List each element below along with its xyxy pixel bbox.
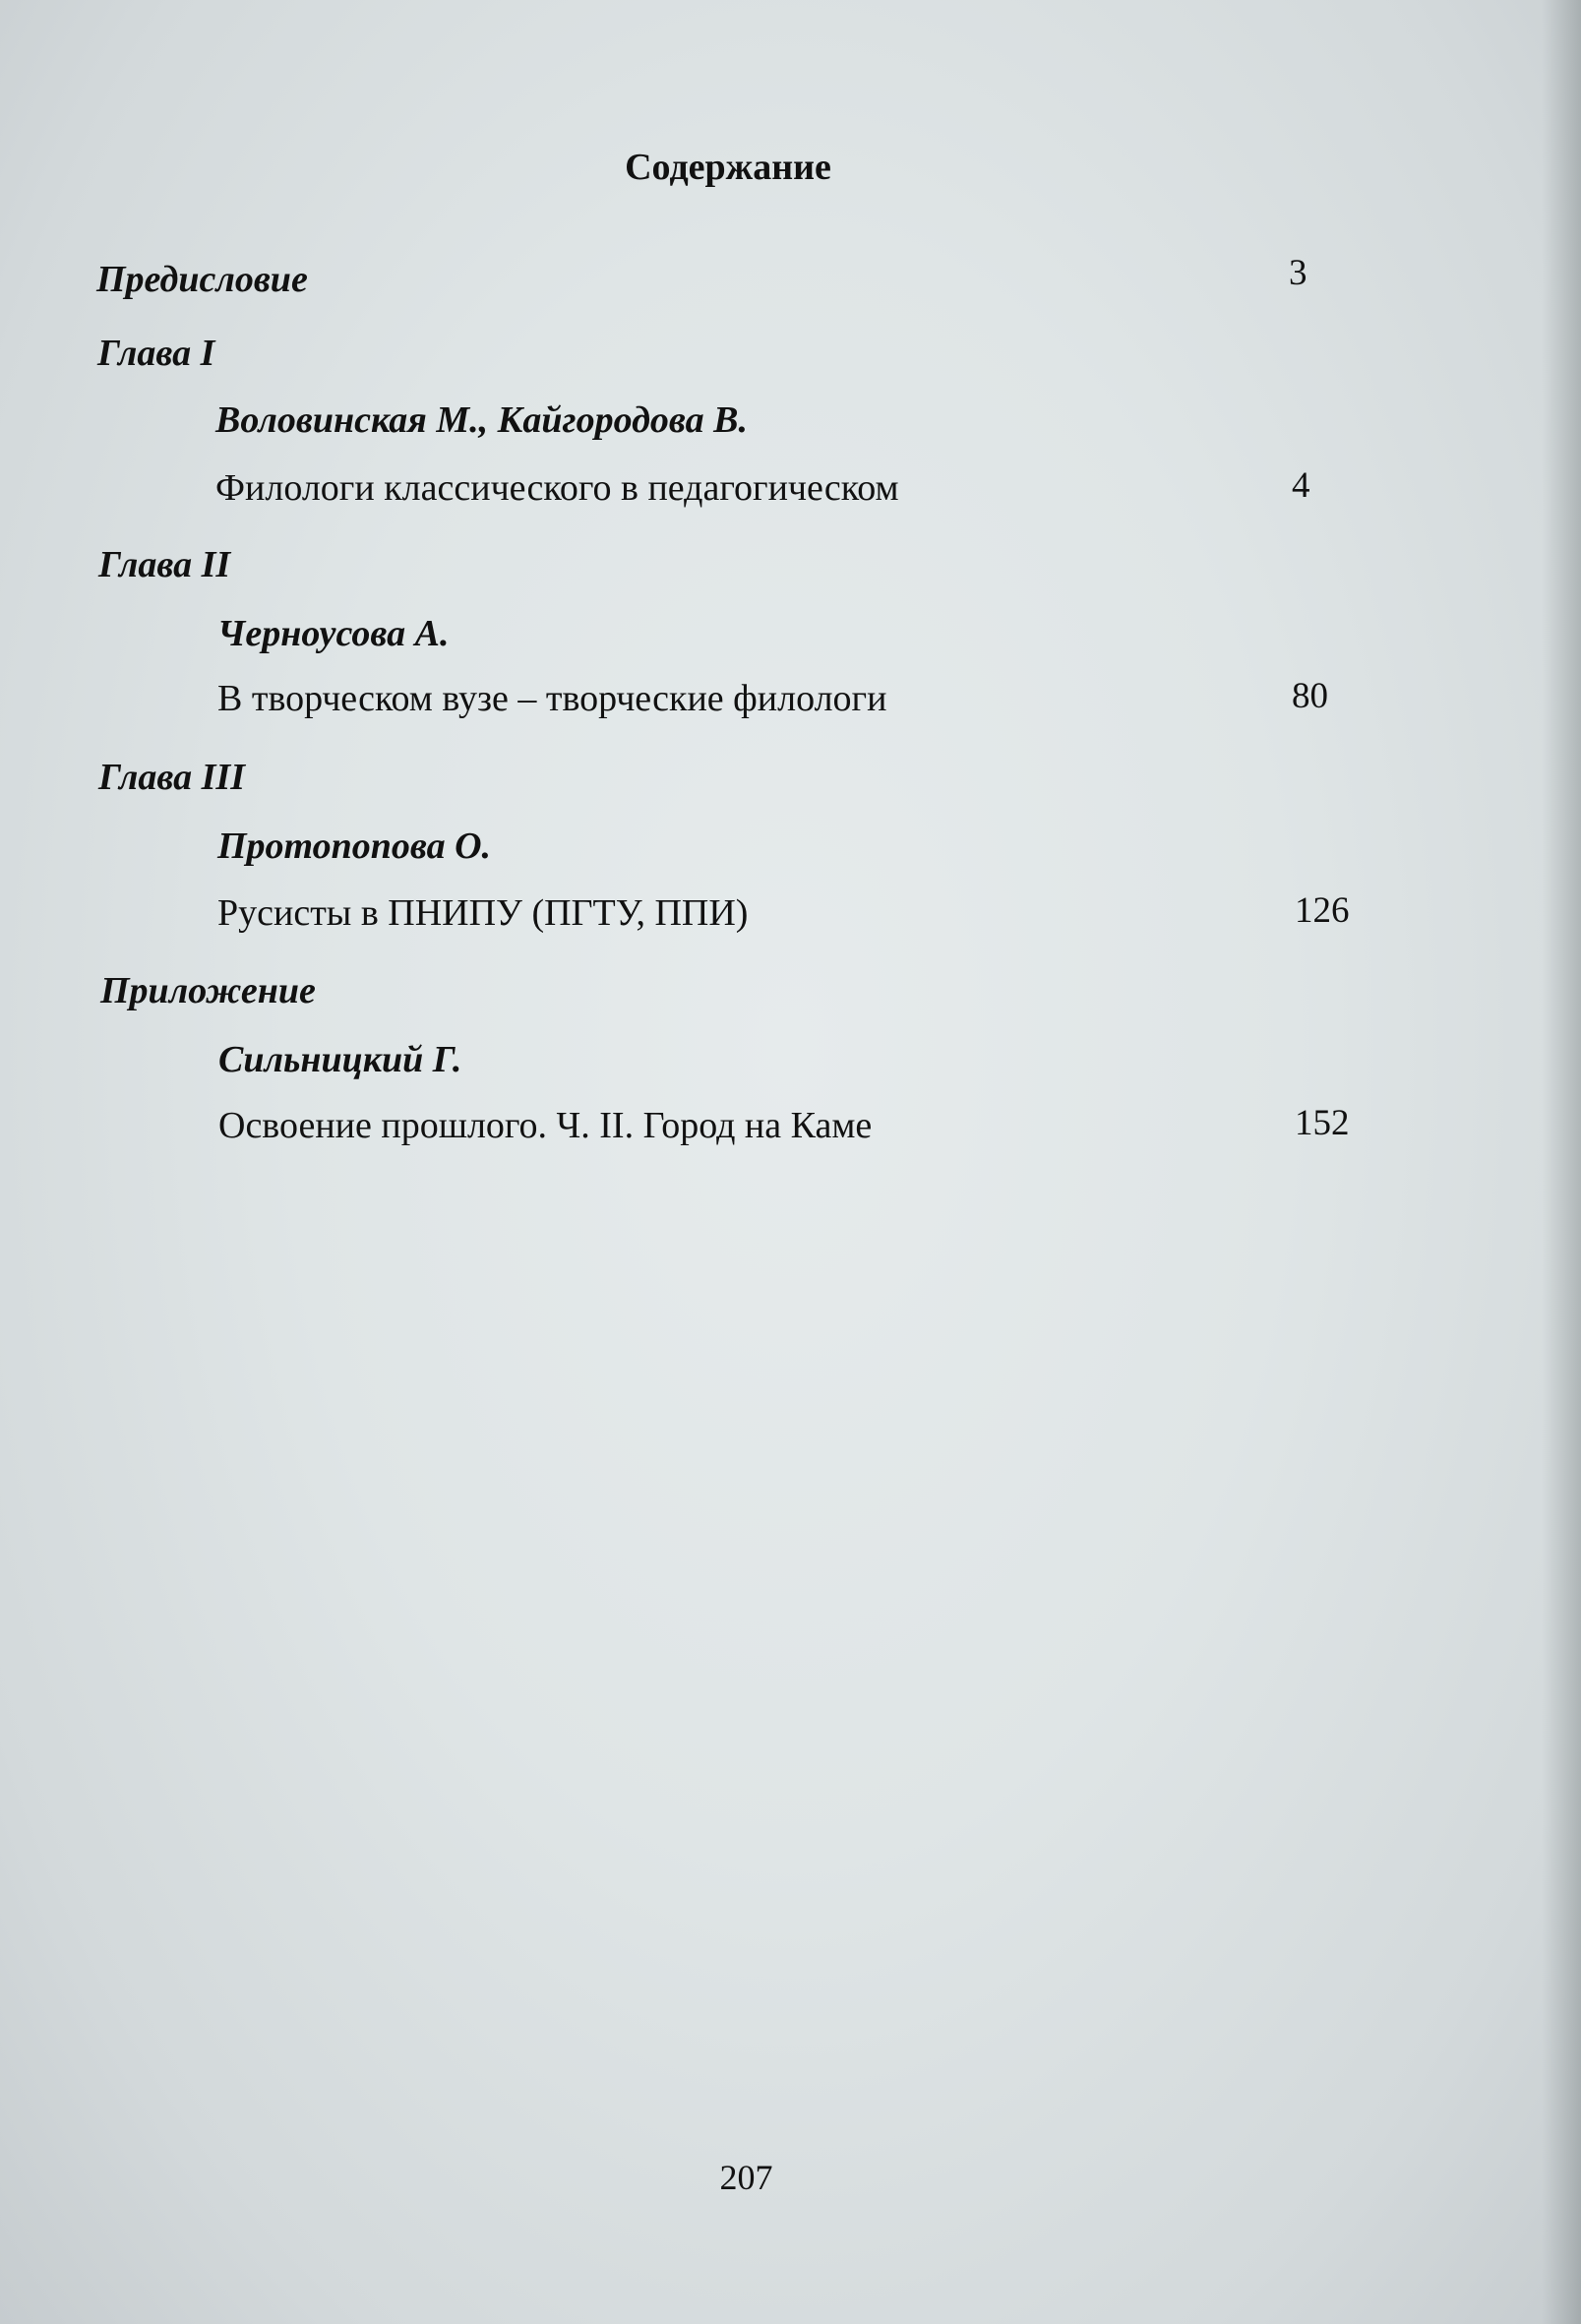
toc-section-label: Предисловие [96, 259, 308, 300]
toc-entry-title: Освоение прошлого. Ч. II. Город на Каме [218, 1105, 873, 1146]
toc-section-label: Глава III [98, 757, 246, 798]
toc-author: Черноусова А. [217, 613, 450, 654]
toc-section-label: Глава II [98, 544, 231, 585]
toc-row [0, 756, 1581, 815]
toc-row [0, 332, 1581, 391]
toc-row [0, 466, 1581, 525]
page-number: 207 [719, 2158, 773, 2197]
toc-author: Сильницкий Г. [218, 1039, 462, 1080]
toc-row [0, 825, 1581, 884]
toc-entry-title: В творческом вузе – творческие филологи [217, 678, 887, 719]
toc-row [0, 253, 1581, 317]
page-title: Содержание [625, 147, 831, 188]
toc-row [0, 677, 1581, 736]
toc-page-number: 3 [1289, 253, 1307, 293]
toc-section-label: Приложение [100, 970, 316, 1011]
toc-entry-title: Русисты в ПНИПУ (ПГТУ, ППИ) [217, 892, 749, 934]
toc-page-number: 152 [1295, 1103, 1350, 1143]
toc-row [0, 969, 1581, 1028]
toc-row [0, 1038, 1581, 1097]
toc-author: Воловинская М., Кайгородова В. [215, 399, 748, 441]
toc-page-number: 80 [1292, 676, 1328, 716]
toc-row [0, 543, 1581, 602]
toc-author: Протопопова О. [217, 826, 492, 867]
toc-page-number: 4 [1292, 465, 1310, 506]
toc-entry-title: Филологи классического в педагогическом [215, 467, 899, 509]
toc-row [0, 1104, 1581, 1163]
toc-section-label: Глава I [97, 333, 215, 374]
toc-row [0, 612, 1581, 671]
toc-page-number: 126 [1295, 890, 1350, 931]
toc-row [0, 891, 1581, 950]
toc-row [0, 398, 1581, 458]
